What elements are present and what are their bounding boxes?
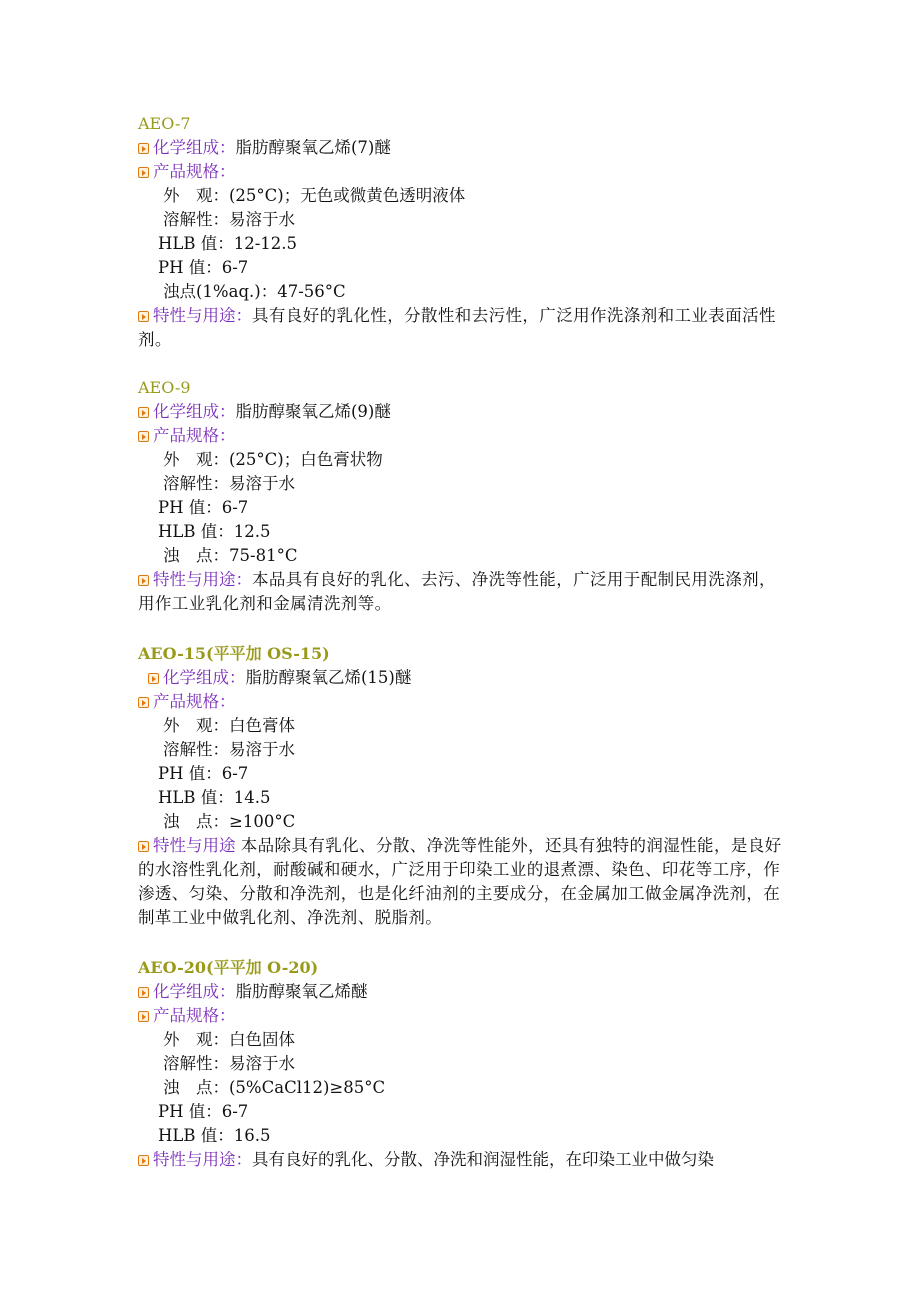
product-title: AEO-7 (138, 114, 191, 133)
spec-hlb: HLB 值：16.5 (158, 1126, 271, 1145)
usage-text: 具有良好的乳化性，分散性和去污性，广泛用作洗涤剂和工业表面活性剂。 (138, 306, 776, 349)
composition-value: 脂肪醇聚氧乙烯(9)醚 (235, 402, 391, 421)
composition-line (148, 666, 411, 690)
composition-label: 化学组成： (163, 668, 246, 687)
arrow-bullet-icon (138, 1155, 149, 1166)
composition-line (138, 400, 391, 424)
spec-solubility: 溶解性：易溶于水 (163, 740, 295, 759)
spec-ph: PH 值：6-7 (158, 258, 249, 277)
spec-solubility: 溶解性：易溶于水 (163, 1054, 295, 1073)
spec-label: 产品规格： (153, 162, 236, 181)
arrow-bullet-icon (138, 987, 149, 998)
spec-cloud-point: 浊 点：75-81°C (163, 546, 298, 565)
spec-hlb: HLB 值：14.5 (158, 788, 271, 807)
usage-paragraph (138, 304, 788, 352)
spec-line (138, 690, 236, 714)
product-title: AEO-20(平平加 O-20) (138, 958, 319, 977)
spec-line (138, 160, 236, 184)
usage-label: 特性与用途： (153, 306, 252, 325)
arrow-bullet-icon (138, 167, 149, 178)
spec-hlb: HLB 值：12-12.5 (158, 234, 298, 253)
composition-line (138, 980, 368, 1004)
spec-label: 产品规格： (153, 1006, 236, 1025)
composition-value: 脂肪醇聚氧乙烯醚 (235, 982, 368, 1001)
spec-ph: PH 值：6-7 (158, 1102, 249, 1121)
spec-appearance: 外 观：白色固体 (163, 1030, 295, 1049)
arrow-bullet-icon (138, 697, 149, 708)
arrow-bullet-icon (138, 575, 149, 586)
spec-cloud-point: 浊点(1%aq.)：47-56°C (163, 282, 346, 301)
spec-appearance: 外 观：(25°C)；无色或微黄色透明液体 (163, 186, 466, 205)
spec-ph: PH 值：6-7 (158, 764, 249, 783)
composition-label: 化学组成： (153, 982, 236, 1001)
arrow-bullet-icon (138, 311, 149, 322)
spec-solubility: 溶解性：易溶于水 (163, 210, 295, 229)
composition-label: 化学组成： (153, 402, 236, 421)
spec-hlb: HLB 值：12.5 (158, 522, 271, 541)
spec-label: 产品规格： (153, 426, 236, 445)
spec-cloud-point: 浊 点：(5%CaCl12)≥85°C (163, 1078, 386, 1097)
spec-solubility: 溶解性：易溶于水 (163, 474, 295, 493)
arrow-bullet-icon (138, 407, 149, 418)
spec-line (138, 1004, 236, 1028)
composition-label: 化学组成： (153, 138, 236, 157)
spec-appearance: 外 观：白色膏体 (163, 716, 295, 735)
arrow-bullet-icon (138, 841, 149, 852)
usage-text: 具有良好的乳化、分散、净洗和润湿性能，在印染工业中做匀染 (252, 1150, 714, 1169)
spec-cloud-point: 浊 点：≥100°C (163, 812, 296, 831)
composition-value: 脂肪醇聚氧乙烯(7)醚 (235, 138, 391, 157)
spec-label: 产品规格： (153, 692, 236, 711)
usage-paragraph (138, 1148, 714, 1172)
usage-paragraph (138, 568, 788, 616)
spec-ph: PH 值：6-7 (158, 498, 249, 517)
arrow-bullet-icon (148, 673, 159, 684)
usage-text: 本品具有良好的乳化、去污、净洗等性能，广泛用于配制民用洗涤剂，用作工业乳化剂和金属清洗剂等。 (138, 570, 776, 613)
usage-label: 特性与用途： (153, 1150, 252, 1169)
composition-value: 脂肪醇聚氧乙烯(15)醚 (245, 668, 412, 687)
arrow-bullet-icon (138, 431, 149, 442)
arrow-bullet-icon (138, 143, 149, 154)
product-title: AEO-9 (138, 378, 191, 397)
composition-line (138, 136, 391, 160)
usage-text: 本品除具有乳化、分散、净洗等性能外，还具有独特的润湿性能，是良好的水溶性乳化剂，耐酸碱和硬水，广泛用于印染工业的退煮漂、染色、印花等工序，作渗透、匀染、分散和净洗剂，也是化纤油剂的主要成分，在金属加工做金属净洗剂，在制革工业中做乳化剂、净洗剂、脱脂剂。 (138, 836, 782, 927)
usage-paragraph (138, 834, 788, 930)
spec-line (138, 424, 236, 448)
arrow-bullet-icon (138, 1011, 149, 1022)
product-title: AEO-15(平平加 OS-15) (138, 644, 330, 663)
usage-label: 特性与用途： (153, 570, 252, 589)
usage-label: 特性与用途 (153, 836, 236, 855)
spec-appearance: 外 观：(25°C)；白色膏状物 (163, 450, 383, 469)
